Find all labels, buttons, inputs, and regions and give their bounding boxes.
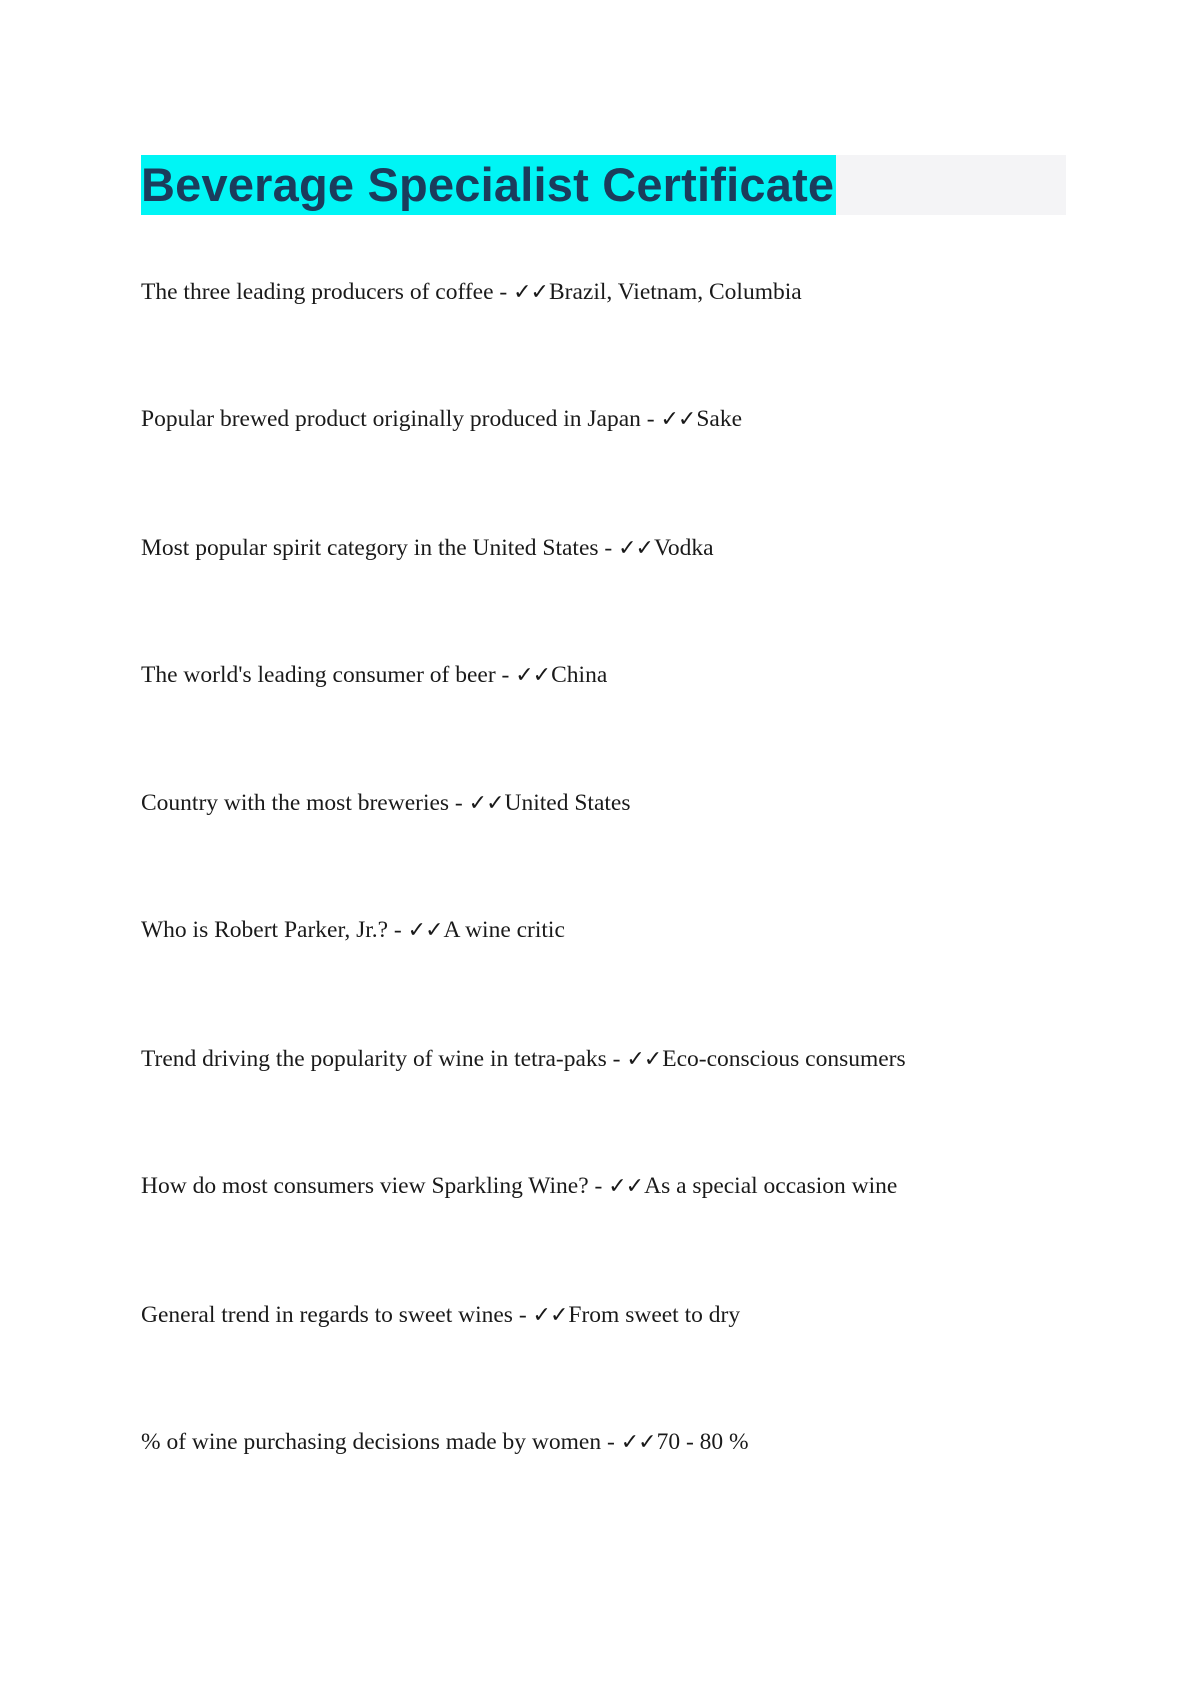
qa-question: Popular brewed product originally produced in Japan -	[141, 406, 661, 432]
qa-answer: China	[551, 662, 608, 688]
qa-item	[141, 1171, 897, 1202]
qa-answer: United States	[504, 790, 631, 816]
qa-item	[141, 277, 802, 308]
check-mark-icon: ✓✓	[513, 280, 548, 305]
qa-answer: 70 - 80 %	[656, 1429, 749, 1455]
qa-question: Who is Robert Parker, Jr.? -	[141, 917, 408, 943]
qa-question: % of wine purchasing decisions made by women -	[141, 1429, 621, 1455]
qa-item	[141, 788, 630, 819]
qa-item	[141, 1300, 740, 1331]
qa-item	[141, 404, 742, 435]
qa-item	[141, 533, 714, 564]
qa-question: The world's leading consumer of beer -	[141, 662, 516, 688]
check-mark-icon: ✓✓	[608, 1174, 644, 1199]
check-mark-icon: ✓✓	[626, 1047, 662, 1072]
qa-question: General trend in regards to sweet wines -	[141, 1302, 533, 1328]
check-mark-icon: ✓✓	[620, 1430, 656, 1455]
qa-item	[141, 660, 607, 691]
check-mark-icon: ✓✓	[515, 663, 551, 688]
check-mark-icon: ✓✓	[660, 407, 696, 432]
qa-question: The three leading producers of coffee -	[141, 279, 514, 305]
document-title: Beverage Specialist Certificate	[141, 158, 835, 211]
qa-answer: A wine critic	[443, 917, 565, 943]
qa-answer: Sake	[696, 406, 743, 432]
title-highlight	[141, 155, 836, 215]
qa-answer: Brazil, Vietnam, Columbia	[549, 279, 802, 305]
qa-item	[141, 1427, 749, 1458]
check-mark-icon: ✓✓	[532, 1303, 568, 1328]
qa-question: Country with the most breweries -	[141, 790, 469, 816]
check-mark-icon: ✓✓	[618, 536, 653, 561]
qa-item	[141, 915, 565, 946]
qa-answer: Vodka	[653, 535, 714, 561]
check-mark-icon: ✓✓	[407, 918, 443, 943]
qa-item	[141, 1044, 906, 1075]
qa-question: Trend driving the popularity of wine in tetra-paks -	[141, 1046, 627, 1072]
qa-answer: As a special occasion wine	[644, 1173, 898, 1199]
qa-answer: Eco-conscious consumers	[662, 1046, 906, 1072]
check-mark-icon: ✓✓	[468, 791, 504, 816]
qa-answer: From sweet to dry	[568, 1302, 741, 1328]
qa-question: Most popular spirit category in the United States -	[141, 535, 619, 561]
qa-question: How do most consumers view Sparkling Wine? -	[141, 1173, 609, 1199]
